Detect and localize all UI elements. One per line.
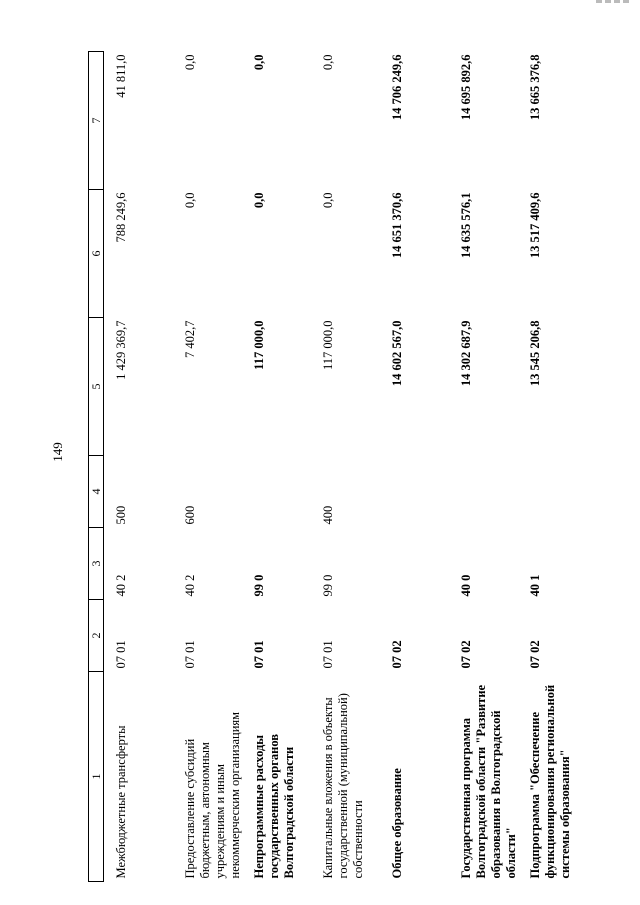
row-value-col5: 1 429 369,7 [114, 320, 128, 380]
row-value-col6: 788 249,6 [114, 192, 128, 243]
table-row [523, 52, 592, 882]
row-value-col5: 13 545 206,8 [528, 320, 542, 387]
row-target: 40 0 [459, 574, 473, 597]
row-value-col5: 117 000,0 [321, 320, 335, 371]
row-target: 99 0 [321, 574, 335, 597]
row-value-col7: 0,0 [183, 54, 197, 71]
table-row [178, 52, 247, 882]
row-section: 07 01 [114, 640, 128, 669]
row-name: Общее образование [390, 768, 404, 879]
header-col-2: 2 [89, 600, 104, 672]
row-value-col5: 7 402,7 [183, 320, 197, 358]
row-name: Предоставление субсидий бюджетным, автономным учреждениям и иным некоммерческим организациям [183, 711, 242, 879]
row-value-col7: 41 811,0 [114, 54, 128, 98]
row-value-col6: 13 517 409,6 [528, 192, 542, 259]
row-section: 07 01 [183, 640, 197, 669]
header-col-5: 5 [89, 318, 104, 456]
header-col-1: 1 [89, 672, 104, 882]
row-section: 07 01 [321, 640, 335, 669]
row-value-col7: 14 695 892,6 [459, 54, 473, 121]
row-value-col5: 14 602 567,0 [390, 320, 404, 387]
row-value-col5: 117 000,0 [252, 320, 266, 370]
row-value-col5: 14 302 687,9 [459, 320, 473, 387]
header-col-4: 4 [89, 456, 104, 528]
table-row [454, 52, 523, 882]
row-value-col7: 0,0 [321, 54, 335, 71]
row-value-col6: 0,0 [321, 192, 335, 209]
row-expense-type [454, 456, 523, 528]
row-section: 07 01 [252, 640, 266, 669]
row-target: 40 2 [114, 574, 128, 597]
row-name: Капитальные вложения в объекты государственной (муниципальной) собственности [321, 693, 365, 879]
page-number: 149 [50, 442, 65, 462]
header-col-7: 7 [89, 52, 104, 190]
row-value-col6: 14 635 576,1 [459, 192, 473, 259]
row-expense-type: 500 [114, 505, 128, 525]
row-value-col6: 14 651 370,6 [390, 192, 404, 259]
scan-edge-mark [596, 0, 632, 3]
budget-table [88, 51, 592, 882]
table-row [247, 52, 316, 882]
row-target: 40 2 [183, 574, 197, 597]
row-section: 07 02 [390, 640, 404, 669]
table-row [316, 52, 385, 882]
header-col-6: 6 [89, 190, 104, 318]
row-value-col6: 0,0 [252, 192, 266, 209]
row-target: 40 1 [528, 574, 542, 597]
row-expense-type: 600 [183, 505, 197, 525]
row-section: 07 02 [459, 640, 473, 669]
row-name: Непрограммные расходы государственных органов Волгоградской области [252, 733, 296, 879]
row-target: 99 0 [252, 574, 266, 597]
rotated-page [48, 12, 608, 892]
row-value-col7: 13 665 376,8 [528, 54, 542, 121]
row-value-col7: 14 706 249,6 [390, 54, 404, 121]
row-expense-type [523, 456, 592, 528]
table-row [385, 52, 454, 882]
row-value-col6: 0,0 [183, 192, 197, 209]
row-section: 07 02 [528, 640, 542, 669]
row-name: Государственная программа Волгоградской области "Развитие образования в Волгоградской области" [459, 684, 518, 879]
table-row [104, 52, 179, 882]
row-name: Подпрограмма "Обеспечение функционирования региональной системы образования" [528, 684, 572, 879]
row-expense-type [385, 456, 454, 528]
row-expense-type [247, 456, 316, 528]
row-expense-type: 400 [321, 505, 335, 525]
row-value-col7: 0,0 [252, 54, 266, 71]
table-header-row [89, 52, 104, 882]
row-target [385, 528, 454, 600]
row-name: Межбюджетные трансферты [114, 725, 128, 879]
header-col-3: 3 [89, 528, 104, 600]
